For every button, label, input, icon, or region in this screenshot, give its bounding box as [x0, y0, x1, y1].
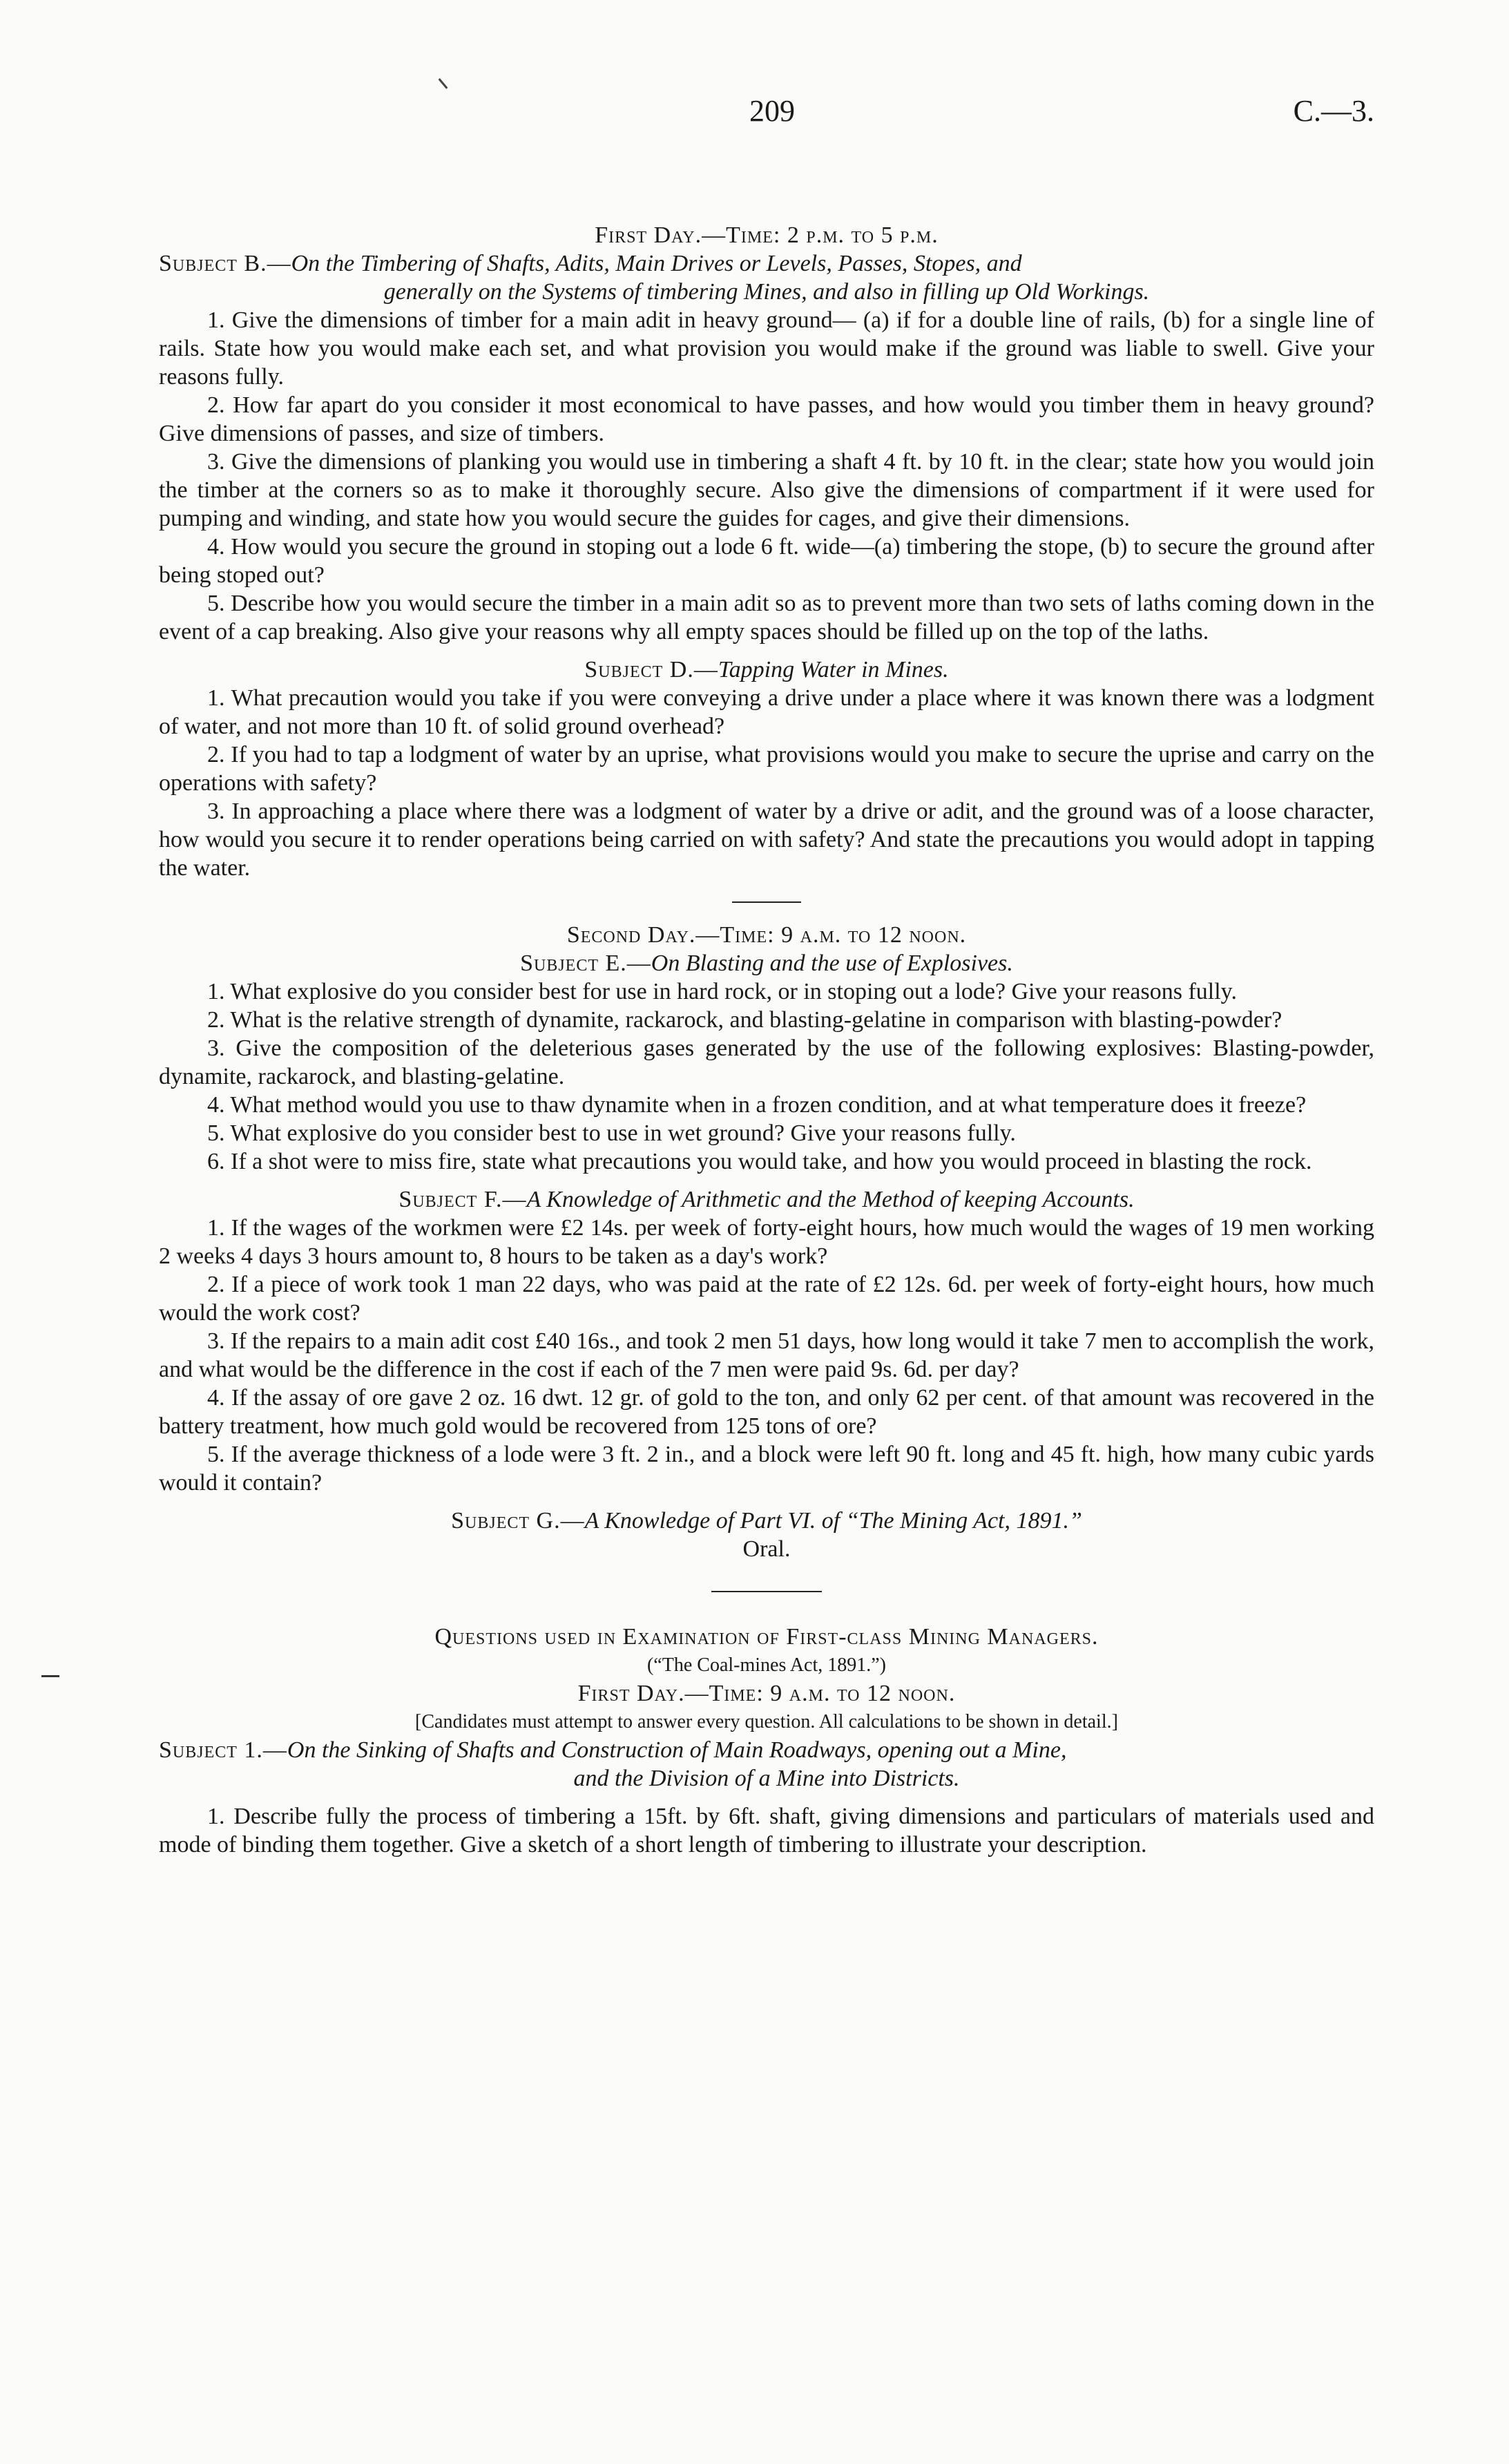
first-class-time-heading: First Day.—Time: 9 a.m. to 12 noon. [577, 1681, 956, 1706]
subject-b-label: Subject B.— [159, 251, 291, 276]
subject-b-question: 5. Describe how you would secure the timber in a main adit so as to prevent more than two sets of laths coming down in the event of a cap breaking. Also give your reasons why all empty spaces should be filled up on the top of the laths. [159, 591, 1374, 644]
margin-dash [41, 1675, 59, 1677]
subject-d-heading [159, 656, 1374, 684]
subject-b-title-line1: On the Timbering of Shafts, Adits, Main Drives or Levels, Passes, Stopes, and [291, 251, 1022, 276]
subject-b-heading [159, 249, 1374, 306]
subject-1-question: 1. Describe fully the process of timbering a 15ft. by 6ft. shaft, giving dimensions and particulars of materials used and mode of binding them together. Give a sketch of a short length of timbering to illustrate your description. [159, 1804, 1374, 1857]
section-divider [732, 901, 801, 903]
subject-d-question: 3. In approaching a place where there was a lodgment of water by a drive or adit, and the ground was of a loose character, how would you secure it to render operations being carried on with safety? And state the precautions you would adopt in tapping the water. [159, 799, 1374, 881]
subject-e-question: 2. What is the relative strength of dynamite, rackarock, and blasting-gelatine in comparison with blasting-powder? [207, 1007, 1282, 1033]
subject-g-heading [159, 1507, 1374, 1535]
coal-mines-act: (“The Coal-mines Act, 1891.”) [646, 1654, 886, 1676]
subject-1-title-line1: On the Sinking of Shafts and Construction of Main Roadways, opening out a Mine, [287, 1737, 1067, 1763]
page-header [159, 94, 1374, 138]
candidate-instructions: [Candidates must attempt to answer every question. All calculations to be shown in detail.] [415, 1711, 1118, 1732]
subject-f-question: 2. If a piece of work took 1 man 22 days, who was paid at the rate of £2 12s. 6d. per week of forty-eight hours, how much would the work cost? [159, 1272, 1374, 1326]
subject-1-label: Subject 1.— [159, 1737, 287, 1763]
subject-d-title: Tapping Water in Mines. [718, 657, 949, 682]
subject-d-question: 2. If you had to tap a lodgment of water by an uprise, what provisions would you make to secure the uprise and carry on the operations with safety? [159, 742, 1374, 796]
page-number: 209 [749, 94, 795, 128]
document-page [159, 94, 1374, 1859]
subject-1-heading [159, 1736, 1374, 1793]
subject-f-question: 1. If the wages of the workmen were £2 14s. per week of forty-eight hours, how much would the wages of 19 men working 2 weeks 4 days 3 hours amount to, 8 hours to be taken as a day's work? [159, 1215, 1374, 1269]
subject-e-label: Subject E.— [520, 951, 651, 976]
section-divider [711, 1591, 822, 1592]
subject-e-question: 4. What method would you use to thaw dynamite when in a frozen condition, and at what temperature does it freeze? [207, 1092, 1307, 1118]
subject-g-note: Oral. [742, 1536, 791, 1562]
subject-f-heading [159, 1185, 1374, 1214]
subject-f-title: A Knowledge of Arithmetic and the Method of keeping Accounts. [526, 1187, 1135, 1212]
first-class-heading: Questions used in Examination of First-class Mining Managers. [434, 1624, 1099, 1650]
document-reference: C.—3. [1293, 94, 1374, 128]
subject-b-question: 1. Give the dimensions of timber for a main adit in heavy ground— (a) if for a double line of rails, (b) for a single line of rails. State how you would make each set, and what provision you would make if the ground was liable to swell. Give your reasons fully. [159, 307, 1374, 390]
subject-b-question: 3. Give the dimensions of planking you would use in timbering a shaft 4 ft. by 10 ft. in the clear; state how you would join the timber at the corners so as to make it thoroughly secure. Also give the dimensions of compartment if it were used for pumping and winding, and state how you would secure the guides for cages, and give their dimensions. [159, 449, 1374, 531]
subject-e-heading [159, 949, 1374, 977]
subject-e-question: 5. What explosive do you consider best to use in wet ground? Give your reasons fully. [207, 1120, 1016, 1146]
subject-d-label: Subject D.— [584, 657, 718, 682]
first-day-time-heading: First Day.—Time: 2 p.m. to 5 p.m. [595, 222, 939, 248]
stray-mark [439, 78, 448, 89]
second-day-time-heading: Second Day.—Time: 9 a.m. to 12 noon. [566, 922, 967, 948]
subject-f-question: 3. If the repairs to a main adit cost £40 16s., and took 2 men 51 days, how long would it take 7 men to accomplish the work, and what would be the difference in the cost if each of the 7 men were paid 9s. 6d. per day? [159, 1328, 1374, 1382]
subject-b-title-line2: generally on the Systems of timbering Mines, and also in filling up Old Workings. [383, 279, 1150, 305]
subject-e-question: 3. Give the composition of the deleterious gases generated by the use of the following explosives: Blasting-powder, dynamite, rackarock, and blasting-gelatine. [159, 1035, 1374, 1089]
subject-d-question: 1. What precaution would you take if you were conveying a drive under a place where it was known there was a lodgment of water, and not more than 10 ft. of solid ground overhead? [159, 685, 1374, 739]
subject-e-question: 6. If a shot were to miss fire, state what precautions you would take, and how you would proceed in blasting the rock. [207, 1149, 1312, 1174]
subject-b-question: 2. How far apart do you consider it most economical to have passes, and how would you timber them in heavy ground? Give dimensions of passes, and size of timbers. [159, 392, 1374, 446]
subject-e-question: 1. What explosive do you consider best for use in hard rock, or in stoping out a lode? Give your reasons fully. [207, 979, 1237, 1004]
subject-f-label: Subject F.— [398, 1187, 527, 1212]
subject-f-question: 4. If the assay of ore gave 2 oz. 16 dwt. 12 gr. of gold to the ton, and only 62 per cent. of that amount was recovered in the battery treatment, how much gold would be recovered from 125 tons of ore? [159, 1385, 1374, 1439]
subject-e-title: On Blasting and the use of Explosives. [651, 951, 1013, 976]
subject-b-question: 4. How would you secure the ground in stoping out a lode 6 ft. wide—(a) timbering the stope, (b) to secure the ground after being stoped out? [159, 534, 1374, 588]
subject-g-label: Subject G.— [451, 1508, 585, 1534]
subject-1-title-line2: and the Division of a Mine into Districts. [573, 1766, 960, 1791]
subject-f-question: 5. If the average thickness of a lode were 3 ft. 2 in., and a block were left 90 ft. long and 45 ft. high, how many cubic yards would it contain? [159, 1442, 1374, 1496]
subject-g-title: A Knowledge of Part VI. of “The Mining Act, 1891.” [584, 1508, 1082, 1534]
